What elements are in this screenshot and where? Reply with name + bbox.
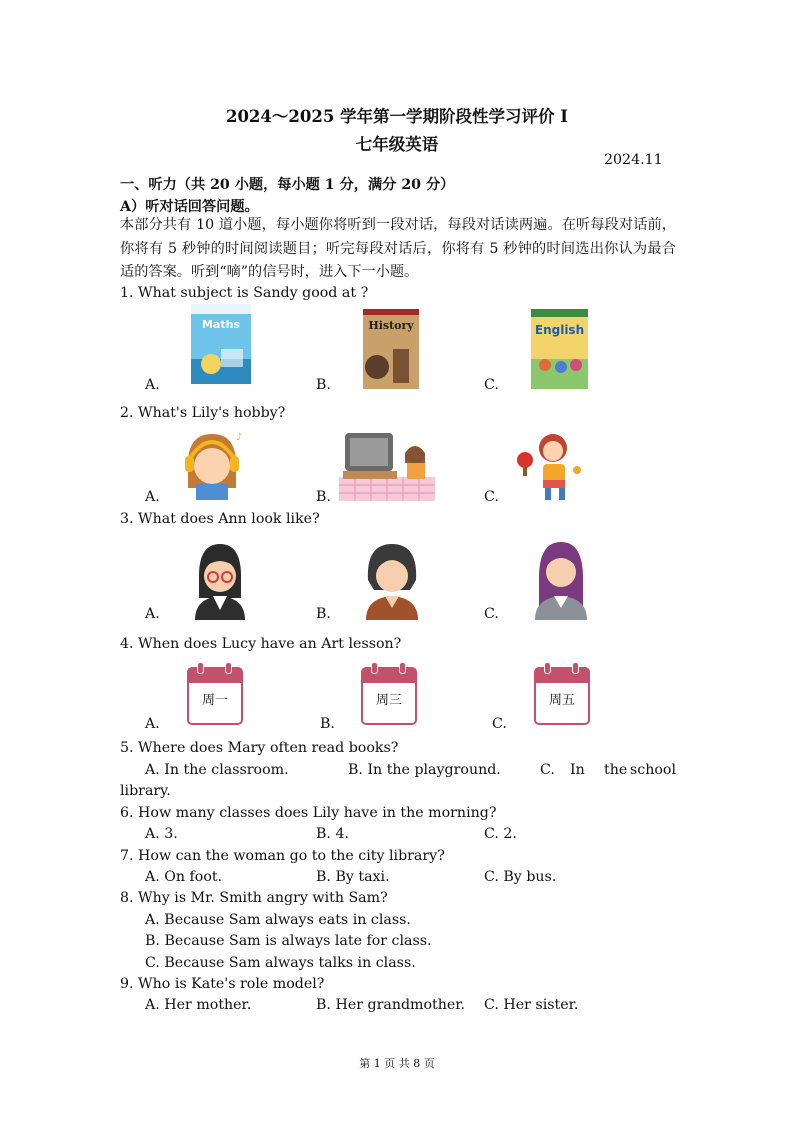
q9-option-c: C. Her sister. xyxy=(484,997,579,1013)
q9-option-a: A. Her mother. xyxy=(145,997,252,1013)
q8-option-a: A. Because Sam always eats in class. xyxy=(145,912,411,928)
q6-option-b: B. 4. xyxy=(316,826,349,842)
maths-book-image xyxy=(191,304,251,384)
girl-playing-ping-pong-image xyxy=(513,430,589,502)
part-a-heading: A）听对话回答问题。 xyxy=(120,199,259,215)
calendar-monday-label: 周一 xyxy=(201,693,228,708)
history-book-title: History xyxy=(368,319,414,332)
q2-option-b: B. xyxy=(316,489,331,505)
question-3: 3. What does Ann look like? xyxy=(120,511,320,527)
question-7: 7. How can the woman go to the city library? xyxy=(120,848,445,864)
q6-option-a: A. 3. xyxy=(145,826,178,842)
english-book-title: English xyxy=(534,323,585,337)
q1-option-b: B. xyxy=(316,377,331,393)
maths-book-title: Maths xyxy=(201,318,240,331)
q7-option-b: B. By taxi. xyxy=(316,869,390,885)
woman-long-hair-image xyxy=(533,538,589,620)
q5-option-c: C. xyxy=(540,762,555,778)
q8-option-b: B. Because Sam is always late for class. xyxy=(145,933,432,949)
page-title: 2024～2025 学年第一学期阶段性学习评价 I xyxy=(225,107,569,126)
q1-option-c: C. xyxy=(484,377,499,393)
page-number: 第 1 页 共 8 页 xyxy=(359,1057,435,1070)
q4-option-a: A. xyxy=(145,716,160,732)
q5-option-c-word3: school xyxy=(630,762,676,778)
question-2: 2. What's Lily's hobby? xyxy=(120,405,286,421)
q4-option-c: C. xyxy=(492,716,507,732)
q5-option-c-word2: the xyxy=(604,762,628,778)
section-heading: 一、听力（共 20 小题，每小题 1 分，满分 20 分） xyxy=(120,177,455,193)
q7-option-c: C. By bus. xyxy=(484,869,557,885)
woman-with-glasses-image xyxy=(191,540,249,620)
q3-option-b: B. xyxy=(316,606,331,622)
question-4: 4. When does Lucy have an Art lesson? xyxy=(120,636,402,652)
woman-short-hair-image xyxy=(362,540,422,620)
calendar-wednesday-label: 周三 xyxy=(375,693,402,708)
question-8: 8. Why is Mr. Smith angry with Sam? xyxy=(120,890,388,906)
calendar-friday-label: 周五 xyxy=(548,693,575,708)
q2-option-c: C. xyxy=(484,489,499,505)
q4-option-b: B. xyxy=(320,716,335,732)
q3-option-a: A. xyxy=(145,606,160,622)
girl-with-headphones-image xyxy=(180,428,244,500)
english-book-image xyxy=(531,309,588,389)
exam-date: 2024.11 xyxy=(604,152,663,168)
calendar-wednesday-icon xyxy=(361,667,417,725)
instructions: 本部分共有 10 道小题，每小题你将听到一段对话，每段对话读两遍。在听每段对话前，你将有 5 秒钟的时间阅读题目；听完每段对话后，你将有 5 秒钟的时间选出你认为最合适的答案。听到“嘀”的信号时，进入下一小题。 xyxy=(120,217,676,280)
calendar-friday-icon xyxy=(534,667,590,725)
q9-option-b: B. Her grandmother. xyxy=(316,997,466,1013)
page-subtitle: 七年级英语 xyxy=(355,135,439,154)
q1-option-a: A. xyxy=(145,377,160,393)
calendar-monday-icon xyxy=(187,667,243,725)
q3-option-c: C. xyxy=(484,606,499,622)
question-5: 5. Where does Mary often read books? xyxy=(120,740,399,756)
svg-text:♪: ♪ xyxy=(236,432,243,443)
q7-option-a: A. On foot. xyxy=(145,869,223,885)
q6-option-c: C. 2. xyxy=(484,826,517,842)
q5-option-b: B. In the playground. xyxy=(348,762,501,778)
q8-option-c: C. Because Sam always talks in class. xyxy=(145,955,416,971)
question-9: 9. Who is Kate's role model? xyxy=(120,976,325,992)
question-6: 6. How many classes does Lily have in the morning? xyxy=(120,805,497,821)
girl-watching-tv-image xyxy=(339,429,435,501)
q5-option-c-word4: library. xyxy=(120,783,171,799)
history-book-image xyxy=(363,309,419,389)
question-1: 1. What subject is Sandy good at ? xyxy=(120,285,369,301)
q2-option-a: A. xyxy=(145,489,160,505)
q5-option-c-word1: In xyxy=(570,762,585,778)
q5-option-a: A. In the classroom. xyxy=(145,762,289,778)
